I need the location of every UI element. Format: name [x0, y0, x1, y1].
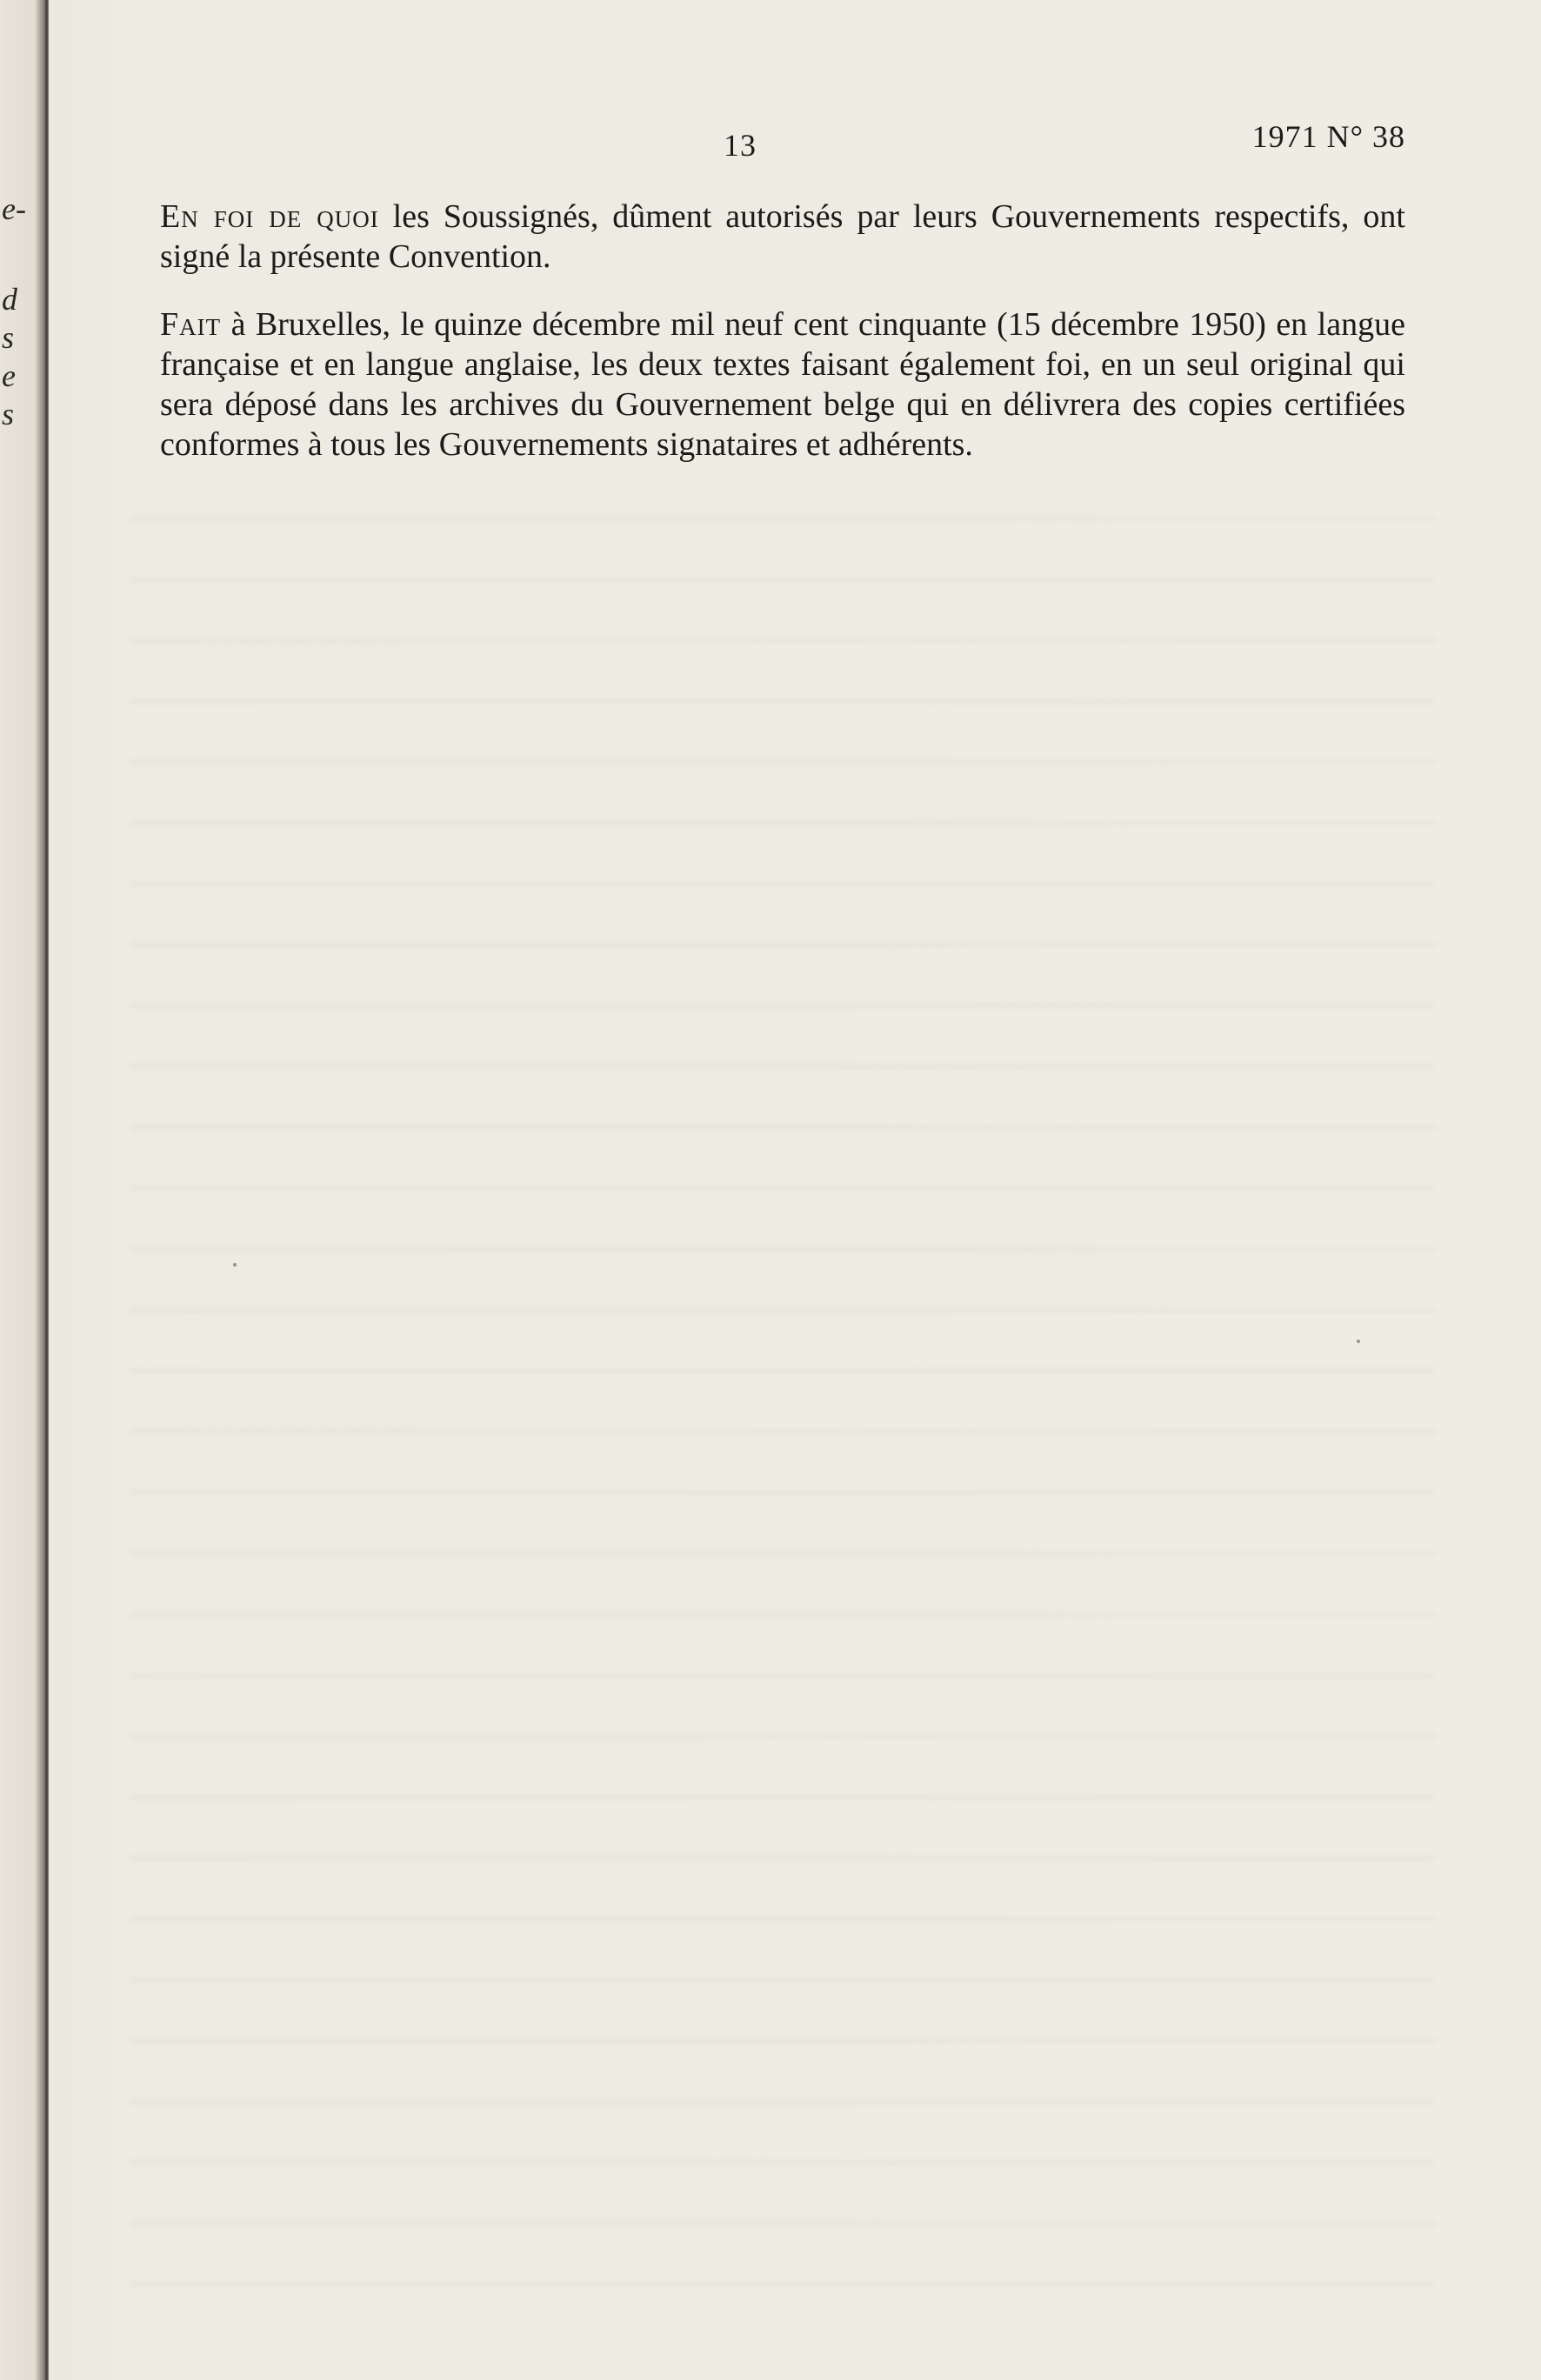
- paper-speck: [233, 1263, 237, 1267]
- page-number: 13: [724, 128, 757, 163]
- previous-page-margin-fragment: [2, 190, 28, 433]
- paper-speck: [1357, 1340, 1360, 1343]
- margin-letter: d: [2, 282, 17, 317]
- margin-letter: e: [2, 358, 16, 393]
- paragraph-lead: Fait: [160, 306, 222, 343]
- paragraph-lead: En foi de quoi: [160, 198, 379, 235]
- margin-letter: s: [2, 320, 15, 355]
- paragraph-text: à Bruxelles, le quinze décembre mil neuf cent cinquante (15 décembre 1950) en langue française et en langue anglaise, les deux textes faisant également foi, en un seul original qui sera déposé dans les archives du Gouvernement belge qui en délivrera des copies certifiées conformes à tous les Gouvernements signataires et adhérents.: [160, 306, 1405, 463]
- margin-letter: s: [2, 397, 15, 431]
- bleed-through-text: [130, 487, 1435, 2314]
- paragraph-text: les Soussignés, dûment autorisés par leurs Gouvernements respectifs, ont signé la présente Convention.: [160, 198, 1405, 275]
- closing-paragraph: [160, 197, 1405, 277]
- document-reference: 1971 N° 38: [1251, 119, 1405, 154]
- margin-letter: e-: [2, 191, 26, 226]
- signature-paragraph: [160, 304, 1405, 465]
